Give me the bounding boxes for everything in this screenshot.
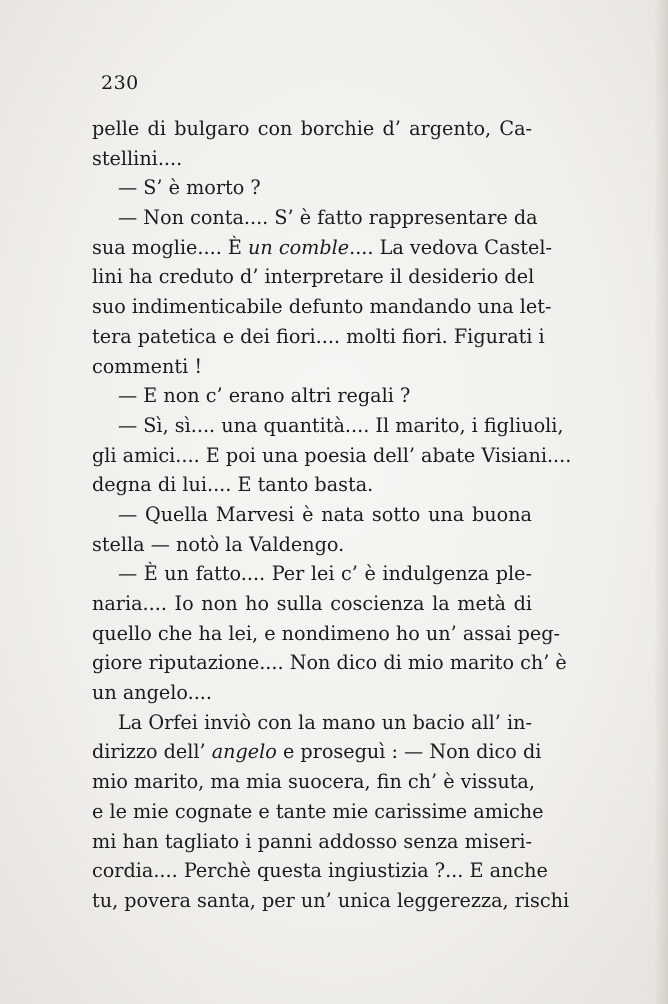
body-text <box>92 114 572 916</box>
text-line-5-after: .... La vedova Castel- <box>349 235 552 259</box>
text-line-24: e le mie cognate e tante mie carissime amiche <box>92 799 544 823</box>
text-line-11: — Sì, sì.... una quantità.... Il marito, i figliuoli, <box>118 413 564 437</box>
italic-phrase-un-comble: un comble <box>248 235 350 259</box>
text-line-1: pelle di bulgaro con borchie d’ argento, Ca- <box>92 117 532 140</box>
text-line-22 <box>92 737 542 767</box>
text-line-10: — E non c’ erano altri regali ? <box>118 384 411 408</box>
text-line-12: gli amici.... E poi una poesia dell’ abate Visiani.... <box>92 443 572 467</box>
text-line-20: un angelo.... <box>92 681 212 705</box>
text-line-18: quello che ha lei, e nondimeno ho un’ assai peg- <box>92 621 561 645</box>
page-edge-shadow <box>654 0 668 1004</box>
text-line-25: mi han tagliato i panni addosso senza miseri- <box>92 829 532 853</box>
text-line-15: stella — notò la Valdengo. <box>92 532 345 556</box>
page-number: 230 <box>101 72 139 94</box>
text-line-8: tera patetica e dei fiori.... molti fiori. Figurati i <box>92 324 545 348</box>
text-line-27: tu, povera santa, per un’ unica leggerezza, rischi <box>92 888 570 912</box>
text-line-14: — Quella Marvesi è nata sotto una buona <box>118 502 532 526</box>
text-line-21: La Orfei inviò con la mano un bacio all’ in- <box>118 710 532 734</box>
text-line-22-before: dirizzo dell’ <box>92 740 212 764</box>
text-line-16: — È un fatto.... Per lei c’ è indulgenza ple- <box>118 562 532 586</box>
text-line-6: lini ha creduto d’ interpretare il desiderio del <box>92 265 535 289</box>
text-line-7: suo indimenticabile defunto mandando una let- <box>92 295 552 319</box>
text-line-23: mio marito, ma mia suocera, fin ch’ è vissuta, <box>92 770 535 794</box>
text-line-19: giore riputazione.... Non dico di mio marito ch’ è <box>92 651 567 675</box>
text-line-22-after: e proseguì : — Non dico di <box>276 740 542 764</box>
text-line-5-before: sua moglie.... È <box>92 235 249 259</box>
text-line-13: degna di lui.... E tanto basta. <box>92 473 374 497</box>
text-line-4: — Non conta.... S’ è fatto rappresentare da <box>118 206 538 230</box>
text-line-5 <box>92 233 552 263</box>
text-line-17: naria.... Io non ho sulla coscienza la metà di <box>92 592 532 615</box>
text-line-26: cordia.... Perchè questa ingiustizia ?... E anche <box>92 859 548 883</box>
italic-word-angelo: angelo <box>211 740 277 764</box>
text-line-9: commenti ! <box>92 354 203 378</box>
text-line-3: — S’ è morto ? <box>118 176 261 200</box>
text-line-2: stellini.... <box>92 146 183 170</box>
